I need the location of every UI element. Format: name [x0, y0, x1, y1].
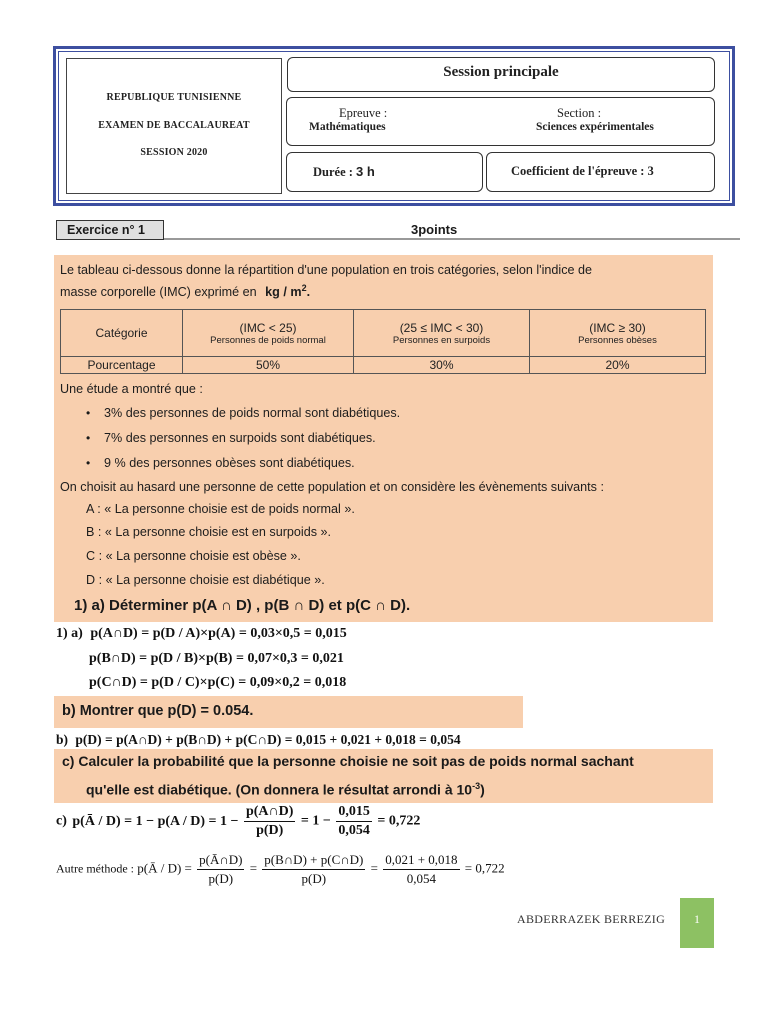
- bullet-dot: •: [86, 456, 91, 470]
- question-1c-line-1: c) Calculer la probabilité que la personne choisie ne soit pas de poids normal sachant: [62, 753, 634, 769]
- table-cell: [354, 310, 530, 357]
- alt-result: = 0,722: [464, 860, 505, 876]
- event-c: C : « La personne choisie est obèse ».: [86, 549, 301, 563]
- coefficient-value: 3: [647, 164, 654, 178]
- exercise-points: 3points: [411, 222, 458, 237]
- event-d: D : « La personne choisie est diabétique ».: [86, 573, 325, 587]
- list-item: 3% des personnes de poids normal sont diabétiques.: [104, 406, 401, 420]
- table-cell: [183, 310, 354, 357]
- imc-table: [60, 309, 706, 374]
- category-desc: Personnes de poids normal: [210, 334, 326, 346]
- question-1c-text: qu'elle est diabétique. (On donnera le résultat arrondi à 10: [86, 781, 473, 798]
- table-cell: 20%: [530, 357, 706, 374]
- list-item: 7% des personnes en surpoids sont diabétiques.: [104, 431, 376, 445]
- table-row-label: Pourcentage: [61, 357, 183, 374]
- solution-a-prefix: 1) a): [56, 626, 83, 641]
- table-row: [61, 357, 706, 374]
- duration-box: [286, 152, 483, 192]
- author-name: ABDERRAZEK BERREZIG: [517, 912, 666, 926]
- unit-text: kg / m: [265, 285, 302, 300]
- fraction-numerator: p(B∩D) + p(C∩D): [262, 851, 365, 870]
- solution-a1: p(A∩D) = p(D / A)×p(A) = 0,03×0,5 = 0,015: [90, 626, 347, 641]
- alt-method-label: Autre méthode :: [56, 861, 134, 876]
- solution-c-result: = 0,722: [377, 813, 421, 829]
- question-1c-end: ): [480, 781, 485, 798]
- fraction: [244, 803, 295, 840]
- fraction-denominator: 0,054: [338, 823, 370, 838]
- page-number: 1: [694, 912, 700, 926]
- study-intro: Une étude a montré que :: [60, 382, 203, 396]
- intro-line-2-text: masse corporelle (IMC) exprimé en: [60, 285, 257, 300]
- solution-a-line-1: [56, 626, 347, 642]
- epreuve-label: Epreuve :: [339, 106, 388, 120]
- question-1a: 1) a) Déterminer p(A ∩ D) , p(B ∩ D) et p(C ∩ D).: [74, 597, 411, 614]
- intro-line-1: Le tableau ci-dessous donne la répartition d'une population en trois catégories, selon l'indice de: [60, 263, 592, 277]
- exam-name: EXAMEN DE BACCALAUREAT: [98, 120, 250, 131]
- alt-lhs: p(Ā / D) =: [137, 860, 192, 876]
- session-type: Session principale: [443, 64, 559, 80]
- solution-c-lhs: p(Ā / D) = 1 − p(A / D) = 1 −: [72, 813, 239, 829]
- category-range: (IMC < 25): [239, 320, 297, 335]
- fraction-denominator: 0,054: [406, 871, 436, 886]
- table-cell: 30%: [354, 357, 530, 374]
- fraction-denominator: p(D): [256, 823, 284, 838]
- fraction-denominator: p(D): [208, 871, 234, 886]
- fraction-numerator: 0,021 + 0,018: [383, 851, 459, 870]
- country-name: REPUBLIQUE TUNISIENNE: [106, 92, 242, 103]
- event-a: A : « La personne choisie est de poids normal ».: [86, 502, 355, 516]
- category-range: (IMC ≥ 30): [589, 320, 646, 335]
- question-1c-exponent: -3: [472, 781, 481, 791]
- question-1b: b) Montrer que p(D) = 0.054.: [62, 703, 254, 719]
- coefficient-box: [486, 152, 715, 192]
- exercise-rule: [164, 238, 740, 240]
- intro-line-2: [60, 283, 310, 299]
- session-year: SESSION 2020: [140, 147, 208, 158]
- events-intro: On choisit au hasard une personne de cette population et on considère les évènements suivants :: [60, 480, 604, 494]
- section-label: Section :: [557, 106, 602, 120]
- category-desc: Personnes obèses: [578, 334, 657, 346]
- bullet-dot: •: [86, 406, 91, 420]
- fraction-denominator: p(D): [301, 871, 327, 886]
- exercise-label-box: [56, 220, 164, 240]
- epreuve-section-box: [286, 97, 715, 146]
- event-b: B : « La personne choisie est en surpoids ».: [86, 525, 332, 539]
- category-range: (25 ≤ IMC < 30): [399, 320, 484, 335]
- solution-alt-line: [56, 851, 505, 888]
- solution-a3: p(C∩D) = p(D / C)×p(C) = 0,09×0,2 = 0,018: [89, 675, 347, 690]
- solution-b: p(D) = p(A∩D) + p(B∩D) + p(C∩D) = 0,015 + 0,021 + 0,018 = 0,054: [75, 732, 461, 747]
- duration-value: 3 h: [356, 164, 375, 179]
- fraction-numerator: p(A∩D): [244, 803, 295, 822]
- equals-sign: =: [249, 860, 258, 876]
- exercise-label: Exercice n° 1: [67, 223, 145, 237]
- epreuve-value: Mathématiques: [309, 121, 386, 133]
- fraction: [383, 851, 459, 888]
- solution-b-line: [56, 732, 461, 748]
- category-desc: Personnes en surpoids: [392, 334, 491, 346]
- fraction: [336, 803, 372, 840]
- table-row-label: Catégorie: [61, 310, 183, 357]
- solution-c-line: [56, 803, 420, 840]
- header-left-panel: [66, 58, 282, 194]
- table-row: [61, 310, 706, 357]
- fraction: [197, 851, 244, 888]
- list-item: 9 % des personnes obèses sont diabétiques.: [104, 456, 355, 470]
- solution-b-prefix: b): [56, 732, 69, 747]
- fraction: [262, 851, 365, 888]
- duration-label: Durée :: [313, 165, 353, 179]
- unit-end: .: [306, 285, 311, 300]
- fraction-numerator: 0,015: [336, 803, 372, 822]
- question-1c-line-2: [86, 781, 485, 798]
- session-type-box: [287, 57, 715, 92]
- unit: [265, 285, 310, 299]
- bullet-dot: •: [86, 431, 91, 445]
- equals-sign: =: [370, 860, 378, 876]
- solution-c-mid: = 1 −: [300, 813, 331, 829]
- table-cell: [530, 310, 706, 357]
- coefficient-label: Coefficient de l'épreuve :: [511, 164, 645, 178]
- unit-exponent: 2: [301, 283, 307, 293]
- fraction-numerator: p(Ā∩D): [197, 851, 244, 870]
- solution-c-prefix: c): [56, 813, 67, 829]
- table-cell: 50%: [183, 357, 354, 374]
- solution-a2: p(B∩D) = p(D / B)×p(B) = 0,07×0,3 = 0,021: [89, 651, 344, 666]
- section-value: Sciences expérimentales: [536, 121, 654, 133]
